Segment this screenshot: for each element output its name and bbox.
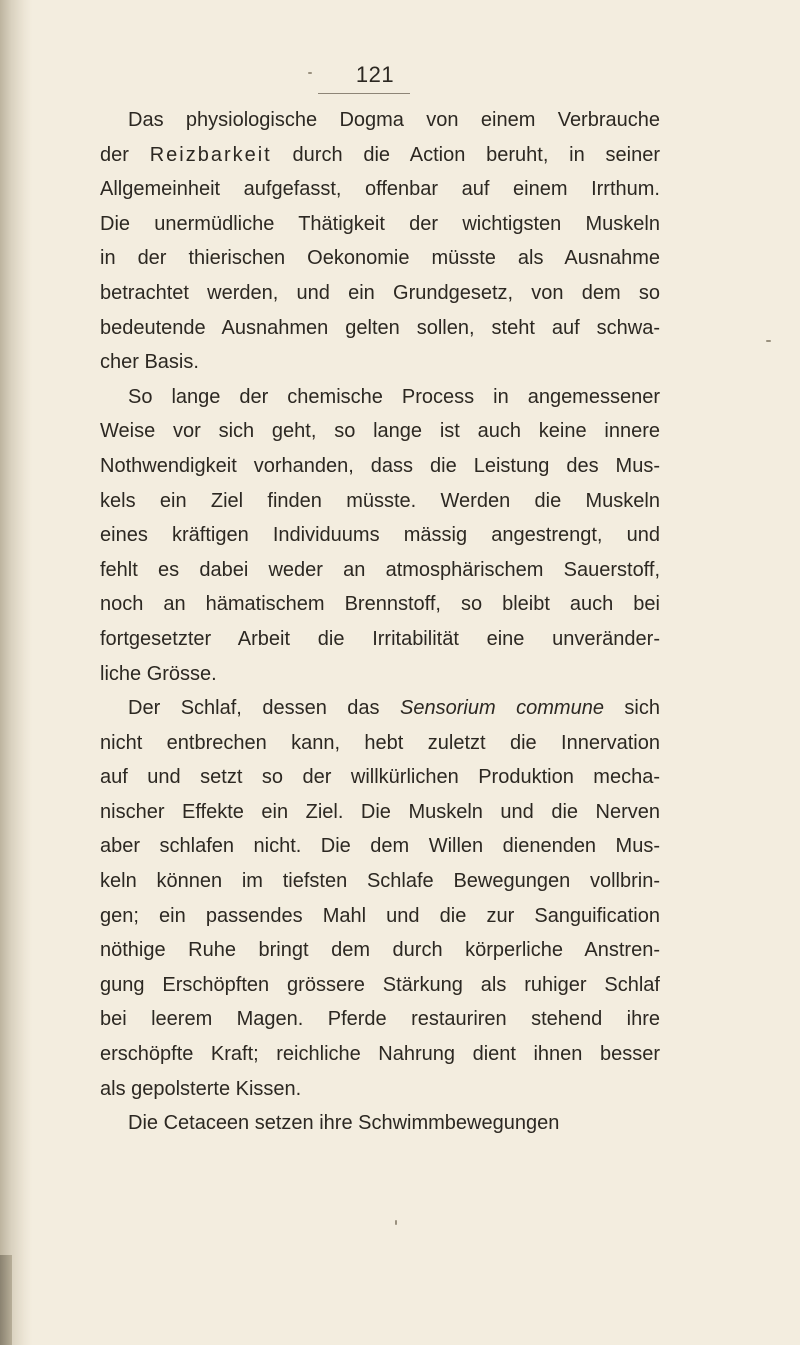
text-line: So lange der chemische Process in angemessener	[128, 385, 660, 408]
scan-speck	[395, 1220, 397, 1225]
text-line: auf und setzt so der willkürlichen Produktion mecha-	[100, 766, 660, 789]
text-line: eines kräftigen Individuums mässig angestrengt, und	[100, 524, 660, 547]
text-line: nischer Effekte ein Ziel. Die Muskeln und die Nerven	[100, 800, 660, 823]
paragraph	[100, 380, 660, 691]
text-line: nicht entbrechen kann, hebt zuletzt die Innervation	[100, 731, 660, 754]
scan-speck	[308, 72, 312, 74]
text-line: betrachtet werden, und ein Grundgesetz, von dem so	[100, 281, 660, 304]
book-gutter-shadow	[0, 0, 32, 1345]
text-line: als gepolsterte Kissen.	[100, 1077, 302, 1100]
text-line: Das physiologische Dogma von einem Verbrauche	[128, 109, 660, 131]
book-gutter-edge	[0, 1255, 12, 1345]
text-segment: der	[100, 143, 150, 166]
text-line: Die unermüdliche Thätigkeit der wichtigsten Muskeln	[100, 212, 660, 235]
header-rule	[318, 93, 410, 94]
text-line: keln können im tiefsten Schlafe Bewegungen vollbrin-	[100, 870, 660, 893]
paragraph	[100, 1106, 660, 1141]
text-line: Weise vor sich geht, so lange ist auch keine innere	[100, 420, 660, 443]
paragraph	[100, 103, 660, 380]
text-line	[100, 691, 660, 726]
body-text	[100, 103, 660, 1141]
text-line: Allgemeinheit aufgefasst, offenbar auf einem Irrthum.	[100, 178, 660, 201]
italic-text: Sensorium commune	[400, 697, 604, 720]
text-segment: durch die Action beruht, in seiner	[271, 143, 660, 166]
scan-speck	[766, 340, 771, 342]
text-line: bedeutende Ausnahmen gelten sollen, steht auf schwa-	[100, 316, 660, 339]
text-line: Die Cetaceen setzen ihre Schwimmbewegungen	[128, 1112, 560, 1135]
text-line: gung Erschöpften grössere Stärkung als ruhiger Schlaf	[100, 973, 660, 996]
text-line: Nothwendigkeit vorhanden, dass die Leistung des Mus-	[100, 454, 660, 477]
text-line: erschöpfte Kraft; reichliche Nahrung dient ihnen besser	[100, 1043, 660, 1066]
text-line: fortgesetzter Arbeit die Irritabilität eine unveränder-	[100, 627, 660, 650]
text-line: aber schlafen nicht. Die dem Willen dienenden Mus-	[100, 835, 660, 858]
text-segment: Der Schlaf, dessen das	[128, 697, 401, 720]
text-line: noch an hämatischem Brennstoff, so bleibt auch bei	[100, 593, 660, 616]
text-line: bei leerem Magen. Pferde restauriren stehend ihre	[100, 1008, 660, 1031]
text-line: fehlt es dabei weder an atmosphärischem Sauerstoff,	[100, 558, 660, 581]
text-line: gen; ein passendes Mahl und die zur Sanguification	[100, 904, 660, 927]
text-line: nöthige Ruhe bringt dem durch körperliche Anstren-	[100, 939, 660, 962]
paragraph	[100, 691, 660, 1106]
spaced-text: Reizbarkeit	[149, 143, 272, 166]
text-line: liche Grösse.	[100, 662, 217, 685]
text-line: kels ein Ziel finden müsste. Werden die Muskeln	[100, 489, 660, 512]
text-segment: sich	[603, 697, 661, 720]
page-number: 121	[355, 62, 395, 87]
text-line	[100, 138, 660, 173]
text-line: in der thierischen Oekonomie müsste als Ausnahme	[100, 247, 660, 270]
text-line: cher Basis.	[100, 351, 199, 374]
